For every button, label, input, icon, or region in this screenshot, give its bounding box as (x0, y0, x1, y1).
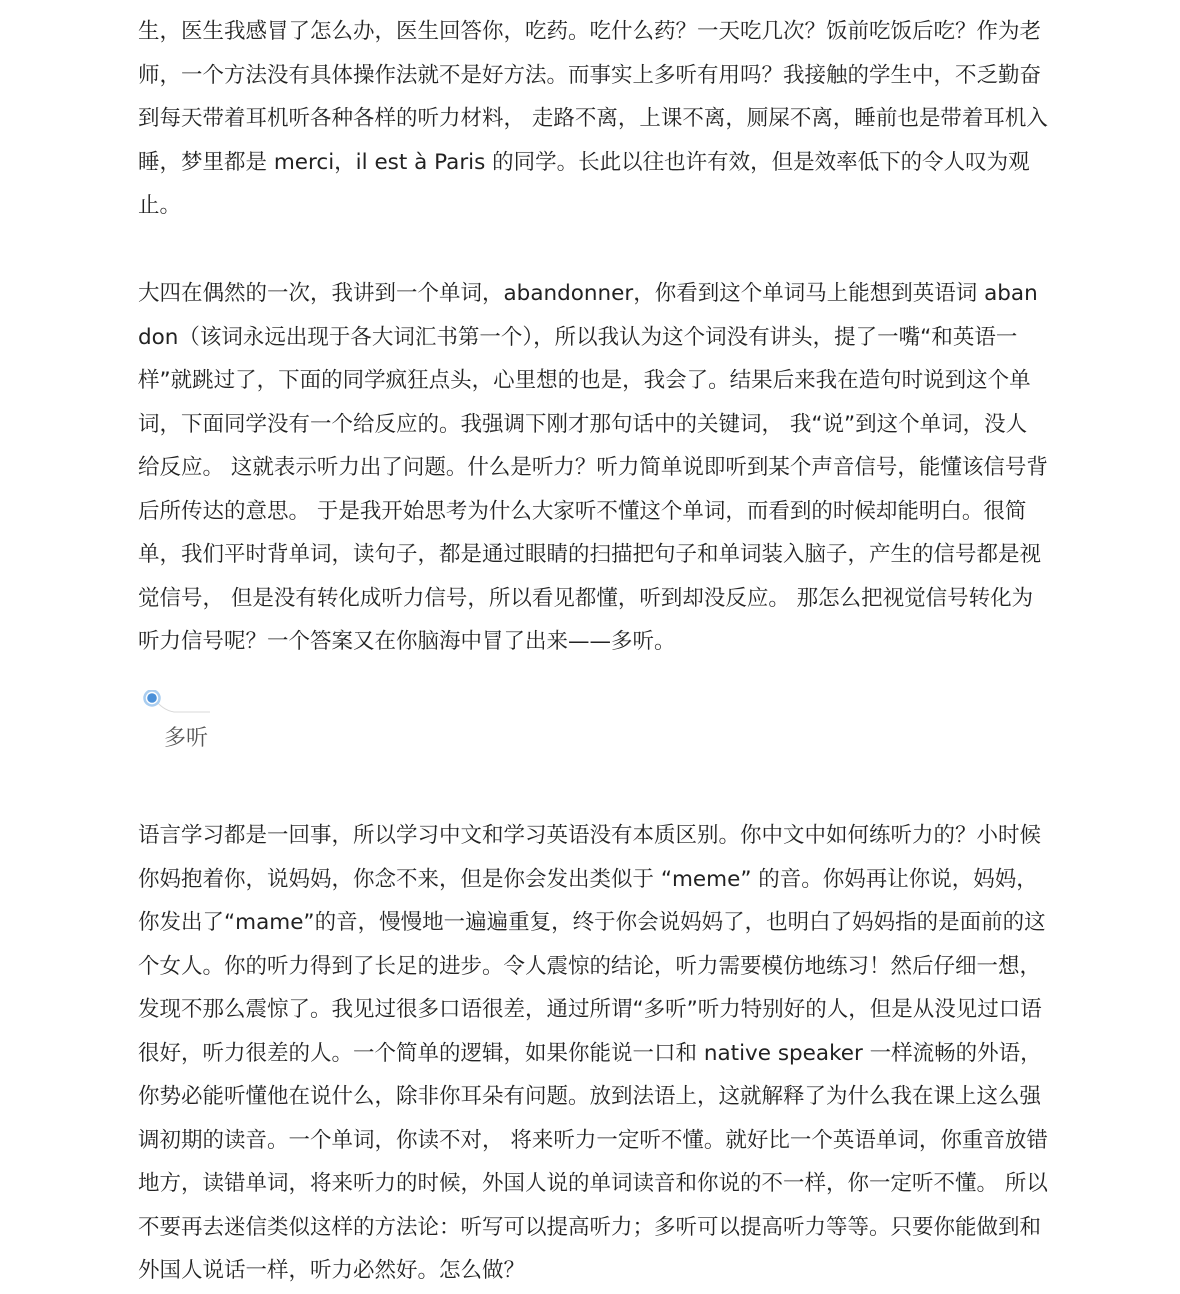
paragraph-3: 语言学习都是一回事，所以学习中文和学习英语没有本质区别。你中文中如何练听力的？小时候你妈抱着你，说妈妈，你念不来，但是你会发出类似于 “meme” 的音。你妈再让你说，妈妈，你发出了“mame”的音，慢慢地一遍遍重复，终于你会说妈妈了，也明白了妈妈指的是面前的这个女人。你的听力得到了长足的进步。令人震惊的结论，听力需要模仿地练习！然后仔细一想，发现不那么震惊了。我见过很多口语很差，通过所谓“多听”听力特别好的人，但是从没见过口语很好，听力很差的人。一个简单的逻辑，如果你能说一口和 native speaker 一样流畅的外语，你势必能听懂他在说什么，除非你耳朵有问题。放到法语上，这就解释了为什么我在课上这么强调初期的读音。一个单词，你读不对， 将来听力一定听不懂。就好比一个英语单词，你重音放错地方，读错单词，将来听力的时候，外国人说的单词读音和你说的不一样，你一定听不懂。 所以不要再去迷信类似这样的方法论：听写可以提高听力；多听可以提高听力等等。只要你能做到和外国人说话一样，听力必然好。怎么做？ (138, 823, 1048, 1283)
article-body (138, 10, 1048, 1294)
paragraph-1: 生，医生我感冒了怎么办，医生回答你，吃药。吃什么药？一天吃几次？饭前吃饭后吃？作为老师，一个方法没有具体操作法就不是好方法。而事实上多听有用吗？我接触的学生中，不乏勤奋到每天带着耳机听各种各样的听力材料， 走路不离，上课不离，厕屎不离，睡前也是带着耳机入睡，梦里都是 merci，il est à Paris 的同学。长此以往也许有效，但是效率低下的令人叹为观止。 (138, 19, 1048, 218)
section-heading-block (138, 664, 1048, 814)
heading-marker-icon (140, 690, 210, 720)
section-heading: 多听 (164, 726, 209, 751)
paragraph-2: 大四在偶然的一次，我讲到一个单词，abandonner，你看到这个单词马上能想到英语词 abandon（该词永远出现于各大词汇书第一个），所以我认为这个词没有讲头，提了一嘴“和英语一样”就跳过了，下面的同学疯狂点头，心里想的也是，我会了。结果后来我在造句时说到这个单词，下面同学没有一个给反应的。我强调下刚才那句话中的关键词， 我“说”到这个单词，没人给反应。 这就表示听力出了问题。什么是听力？听力简单说即听到某个声音信号，能懂该信号背后所传达的意思。 于是我开始思考为什么大家听不懂这个单词，而看到的时候却能明白。很简单，我们平时背单词，读句子，都是通过眼睛的扫描把句子和单词装入脑子，产生的信号都是视觉信号， 但是没有转化成听力信号，所以看见都懂，听到却没反应。 那怎么把视觉信号转化为听力信号呢？一个答案又在你脑海中冒了出来——多听。 (138, 281, 1048, 654)
